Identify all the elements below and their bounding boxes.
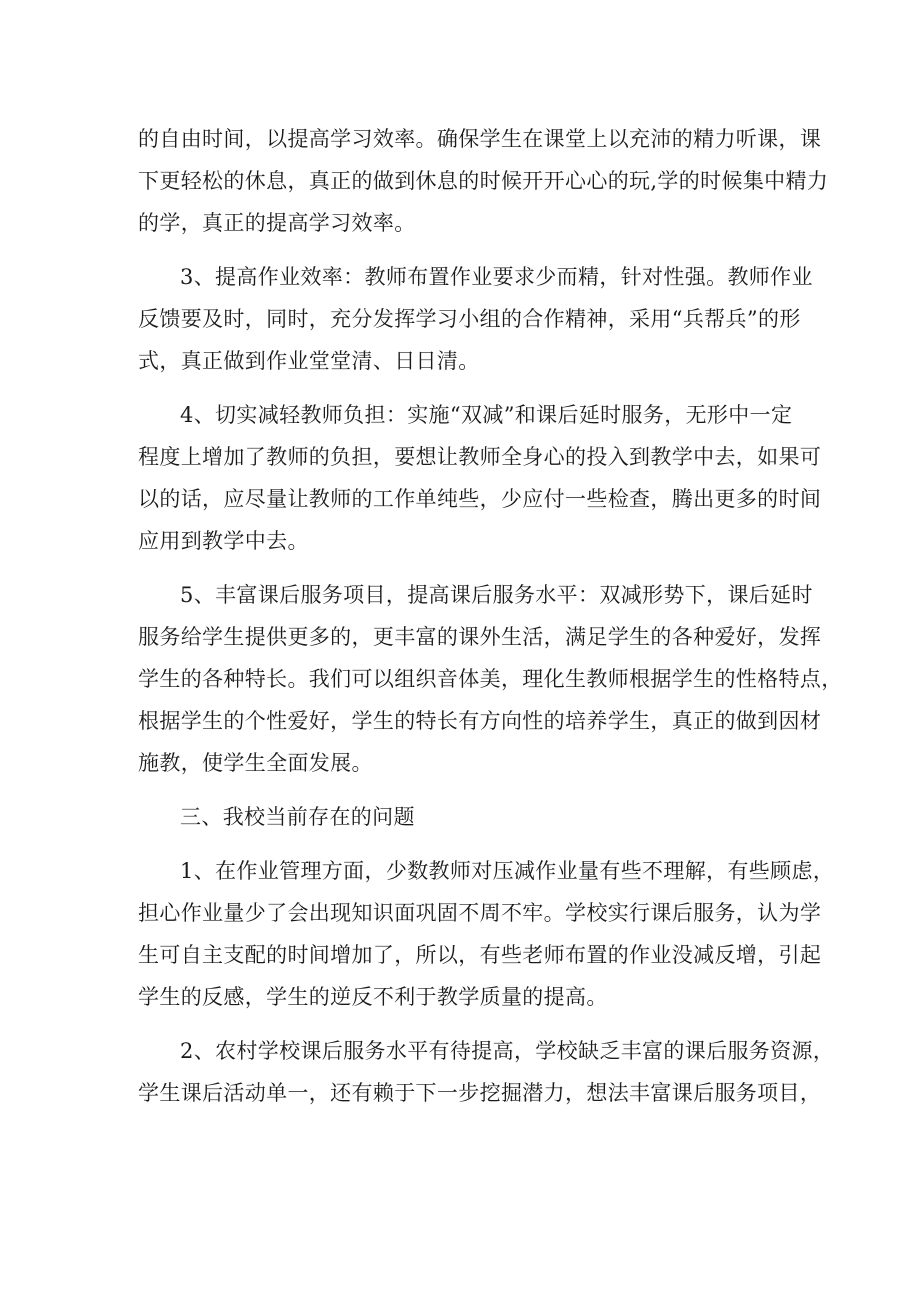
text-line: 4、切实减轻教师负担：实施“双减”和课后延时服务，无形中一定 xyxy=(180,403,793,427)
text-line: 下更轻松的休息，真正的做到休息的时候开开心心的玩,学的时候集中精力 xyxy=(138,169,829,193)
text-line: 1、在作业管理方面，少数教师对压减作业量有些不理解，有些顾虑， xyxy=(180,859,835,883)
text-line: 学生课后活动单一，还有赖于下一步挖掘潜力，想法丰富课后服务项目， xyxy=(138,1081,822,1105)
text-line: 学生的各种特长。我们可以组织音体美，理化生教师根据学生的性格特点， xyxy=(138,667,843,691)
text-line: 服务给学生提供更多的，更丰富的课外生活，满足学生的各种爱好，发挥 xyxy=(138,625,822,649)
paragraph-after-school-services xyxy=(138,574,843,784)
text-line: 的学，真正的提高学习效率。 xyxy=(138,211,416,235)
text-line: 担心作业量少了会出现知识面巩固不周不牢。学校实行课后服务，认为学 xyxy=(138,901,822,925)
text-line: 以的话，应尽量让教师的工作单纯些，少应付一些检查，腾出更多的时间 xyxy=(138,487,822,511)
paragraph-continuation xyxy=(138,118,829,244)
text-line: 根据学生的个性爱好，学生的特长有方向性的培养学生，真正的做到因材 xyxy=(138,709,822,733)
text-line: 程度上增加了教师的负担，要想让教师全身心的投入到教学中去，如果可 xyxy=(138,445,822,469)
text-line: 3、提高作业效率：教师布置作业要求少而精，针对性强。教师作业 xyxy=(180,265,813,289)
text-line: 反馈要及时，同时，充分发挥学习小组的合作精神，采用“兵帮兵”的形 xyxy=(138,307,801,331)
section-heading xyxy=(138,796,788,838)
text-line: 施教，使学生全面发展。 xyxy=(138,751,373,775)
text-line: 式，真正做到作业堂堂清、日日清。 xyxy=(138,349,480,373)
paragraph-homework-management xyxy=(138,850,835,1018)
text-line: 生可自主支配的时间增加了，所以，有些老师布置的作业没减反增，引起 xyxy=(138,943,822,967)
text-line: 应用到教学中去。 xyxy=(138,529,309,553)
text-line: 2、农村学校课后服务水平有待提高，学校缺乏丰富的课后服务资源， xyxy=(180,1039,835,1063)
text-line: 5、丰富课后服务项目，提高课后服务水平：双减形势下，课后延时 xyxy=(180,583,813,607)
heading-line: 三、我校当前存在的问题 xyxy=(180,805,415,829)
paragraph-teacher-burden xyxy=(138,394,822,562)
text-line: 学生的反感，学生的逆反不利于教学质量的提高。 xyxy=(138,985,608,1009)
text-line: 的自由时间，以提高学习效率。确保学生在课堂上以充沛的精力听课，课 xyxy=(138,127,822,151)
paragraph-rural-services xyxy=(138,1030,835,1114)
document-body xyxy=(138,118,843,1114)
paragraph-homework-efficiency xyxy=(138,256,813,382)
